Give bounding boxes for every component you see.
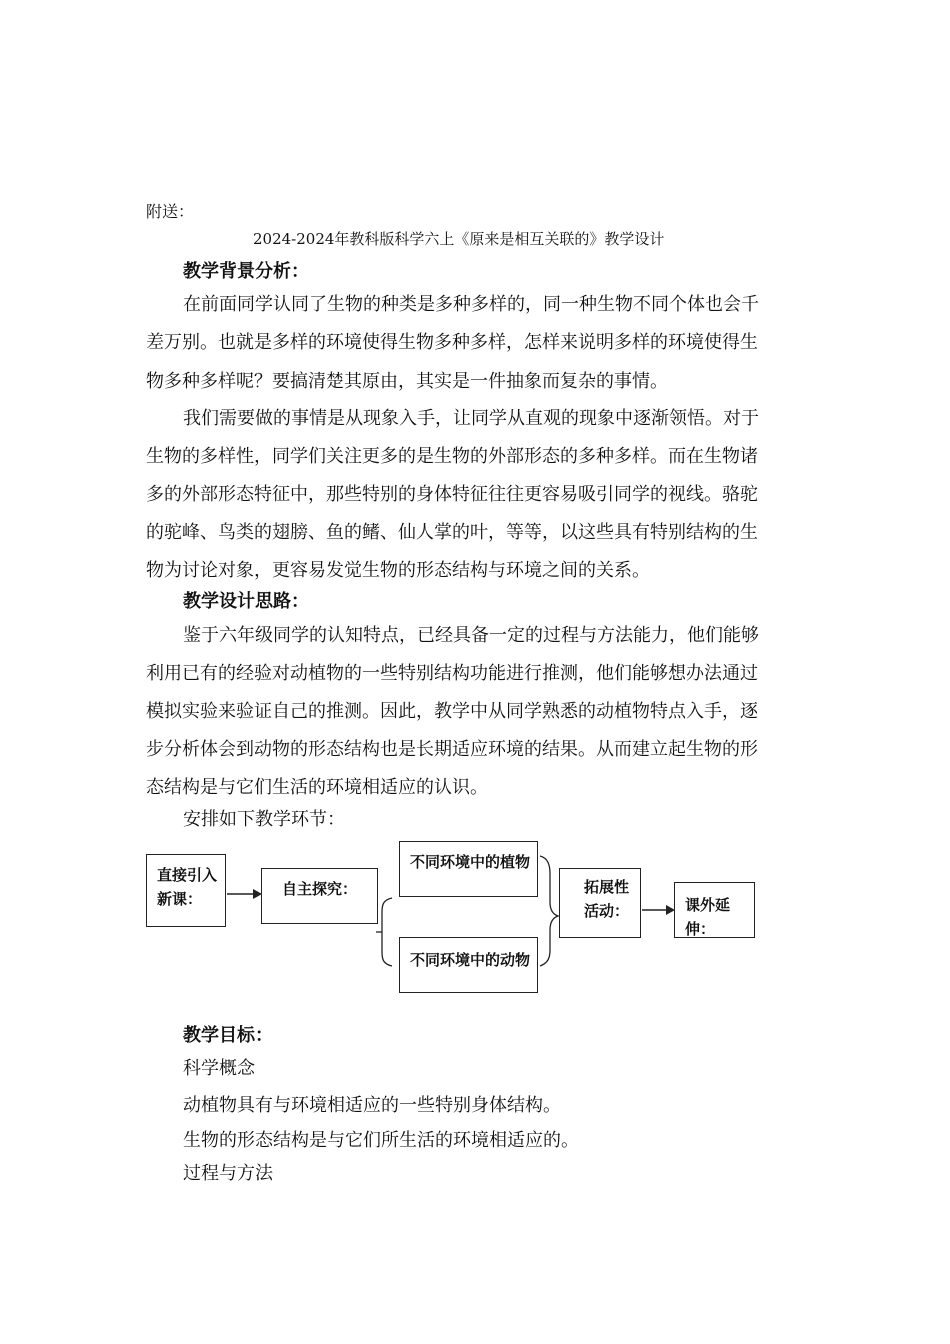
flow-branch-animals-label: 不同环境中的动物 [410,951,531,969]
objectives-process-label: 过程与方法 [183,1163,273,1184]
left-brace-icon [382,898,392,966]
flow-step-extension-line2: 活动： [584,902,630,920]
flow-step-intro-line2: 新课： [157,890,203,908]
flow-step-intro [146,854,226,927]
design-p1-line: 鉴于六年级同学的认知特点，已经具备一定的过程与方法能力，他们能够 [183,625,759,646]
flow-step-outside-class [674,882,755,938]
background-p1-line: 物多种多样呢？要搞清楚其原由，其实是一件抽象而复杂的事情。 [146,371,668,392]
flow-step-outside-class-label: 课外延伸： [685,896,731,938]
attached-label: 附送： [146,202,195,221]
objectives-concept-item: 生物的形态结构是与它们所生活的环境相适应的。 [183,1130,579,1151]
design-p1-line: 步分析体会到动物的形态结构也是长期适应环境的结果。从而建立起生物的形 [146,739,758,760]
background-p2-line: 我们需要做的事情是从现象入手，让同学从直观的现象中逐渐领悟。对于 [183,408,759,429]
design-p1-line: 模拟实验来验证自己的推测。因此，教学中从同学熟悉的动植物特点入手，逐 [146,701,758,722]
flow-branch-plants-label: 不同环境中的植物 [410,853,531,871]
flow-branch-animals [399,937,538,993]
objectives-concept-item: 动植物具有与环境相适应的一些特别身体结构。 [183,1095,561,1116]
design-p1-line: 利用已有的经验对动植物的一些特别结构功能进行推测，他们能够想办法通过 [146,663,758,684]
background-p2-line: 多的外部形态特征中，那些特别的身体特征往往更容易吸引同学的视线。骆驼 [146,484,758,505]
design-p1-line: 态结构是与它们生活的环境相适应的认识。 [146,777,488,798]
flow-step-explore-label: 自主探究： [282,880,358,898]
right-brace-icon [540,856,558,966]
background-p1-line: 在前面同学认同了生物的种类是多种多样的，同一种生物不同个体也会千 [183,294,759,315]
flow-step-intro-line1: 直接引入 [157,866,218,884]
objectives-concept-label: 科学概念 [183,1058,255,1079]
arrangement-text: 安排如下教学环节： [183,809,345,830]
background-p2-line: 物为讨论对象，更容易发觉生物的形态结构与环境之间的关系。 [146,560,650,581]
background-p2-line: 生物的多样性，同学们关注更多的是生物的外部形态的多种多样。而在生物诸 [146,446,758,467]
flow-step-extension-activity [559,868,641,938]
background-p1-line: 差万别。也就是多样的环境使得生物多种多样，怎样来说明多样的环境使得生 [146,332,758,353]
objectives-heading: 教学目标： [183,1025,273,1046]
document-title: 2024-2024年教科版科学六上《原来是相互关联的》教学设计 [253,230,665,248]
flow-step-extension-line1: 拓展性 [584,878,630,896]
background-p2-line: 的驼峰、鸟类的翅膀、鱼的鳍、仙人掌的叶，等等，以这些具有特别结构的生 [146,522,758,543]
flow-branch-plants [399,841,538,897]
flow-step-explore [261,868,378,924]
design-heading: 教学设计思路： [183,591,309,612]
background-heading: 教学背景分析： [183,261,309,282]
